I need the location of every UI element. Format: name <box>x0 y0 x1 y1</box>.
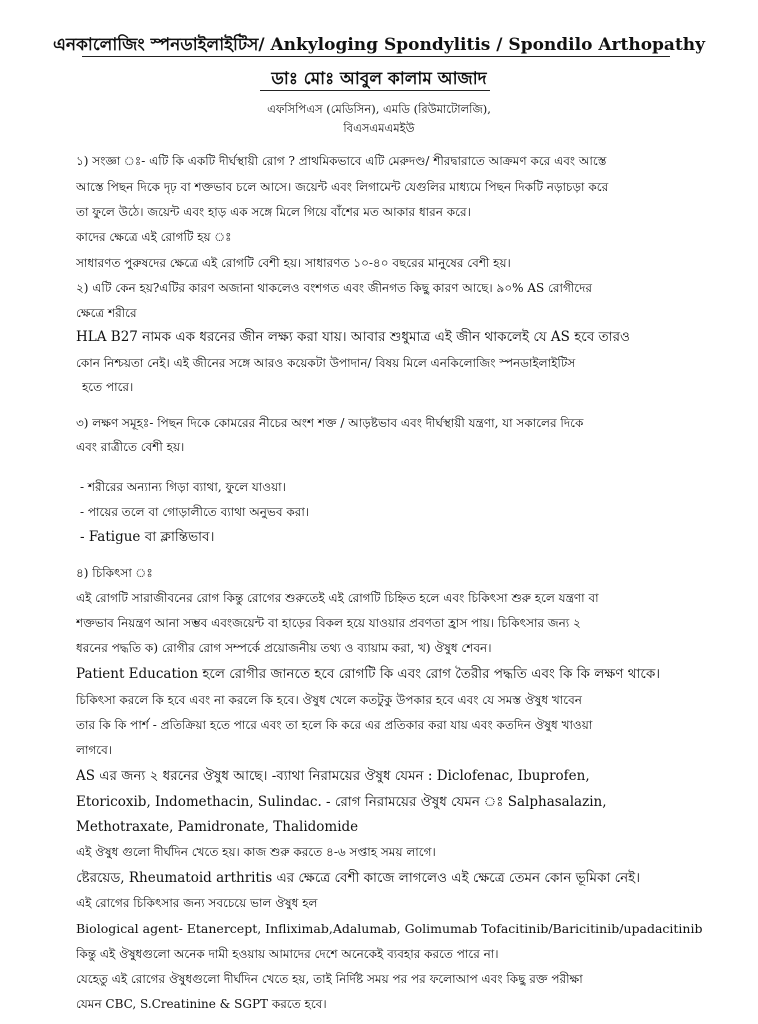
body-line: Etoricoxib, Indomethacin, Sulindac. - রোগ নিরাময়ের ঔষুধ যেমন ঃ Salphasalazin, <box>76 794 607 810</box>
body-line: যেমন CBC, S.Creatinine & SGPT করতে হবে। <box>76 997 327 1011</box>
body-line: ২) এটি কেন হয়?এটির কারণ অজানা থাকলেও বংশগত এবং জীনগত কিছু কারণ আছে। ৯০% AS রোগীদের <box>76 281 593 295</box>
author-name <box>0 66 758 94</box>
title-underline <box>82 56 670 57</box>
body-line: এই রোগের চিকিৎসার জন্য সবচেয়ে ভাল ঔষুধ হল <box>76 896 318 910</box>
author-degrees <box>0 100 758 138</box>
document-title <box>0 32 758 60</box>
bullet-item: - Fatigue বা ক্লান্তিভাব। <box>80 529 215 545</box>
author-underline <box>260 90 490 91</box>
body-line: কোন নিশ্চয়তা নেই। এই জীনের সঙ্গে আরও কয়েকটা উপাদান/ বিষয় মিলে এনকিলোজিং স্পনডাইলাইটিস <box>76 356 576 370</box>
body-line: HLA B27 নামক এক ধরনের জীন লক্ষ্য করা যায়। আবার শুধুমাত্র এই জীন থাকলেই যে AS হবে তারও <box>76 329 630 345</box>
body-line: Biological agent- Etanercept, Infliximab,Adalumab, Golimumab Tofacitinib/Baricitinib/upadacitinib <box>76 921 703 936</box>
body-line: ৩) লক্ষণ সমূহঃ- পিছন দিকে কোমরের নীচের অংশ শক্ত / আড়ষ্টভাব এবং দীর্ঘস্থায়ী যন্ত্রণা, যা সকালের দিকে <box>76 416 584 430</box>
body-line: এই ঔষুধ গুলো দীর্ঘদিন খেতে হয়। কাজ শুরু করতে ৪-৬ সপ্তাহ সময় লাগে। <box>76 845 436 859</box>
body-line: সাধারণত পুরুষদের ক্ষেত্রে এই রোগটি বেশী হয়। সাধারণত ১০-৪০ বছরের মানুষের বেশী হয়। <box>76 256 511 270</box>
title-text: এনকালোজিং স্পনডাইলাইটিস/ Ankyloging Spondylitis / Spondilo Arthopathy <box>52 35 706 55</box>
body-line: ষ্টেরয়েড, Rheumatoid arthritis এর ক্ষেত্রে বেশী কাজে লাগলেও এই ক্ষেত্রে তেমন কোন ভূমিকা নেই। <box>76 870 641 886</box>
body-line: ধরনের পদ্ধতি ক) রোগীর রোগ সম্পর্কে প্রয়োজনীয় তথ্য ও ব্যায়াম করা, খ) ঔষুধ শেবন। <box>76 641 492 655</box>
body-line: এই রোগটি সারাজীবনের রোগ কিন্তু রোগের শুরুতেই এই রোগটি চিহ্নিত হলে এবং চিকিৎসা শুরু হলে যন্ত্রণা বা <box>76 591 599 605</box>
body-line: হতে পারে। <box>82 380 134 394</box>
body-line: AS এর জন্য ২ ধরনের ঔষুধ আছে। -ব্যাথা নিরাময়ের ঔষুধ যেমন : Diclofenac, Ibuprofen, <box>76 768 590 784</box>
body-line: তার কি কি পার্শ - প্রতিক্রিয়া হতে পারে এবং তা হলে কি করে এর প্রতিকার করা যায় এবং কতদিন ঔষুধ খাওয়া <box>76 718 593 732</box>
body-line: Patient Education হলে রোগীর জানতে হবে রোগটি কি এবং রোগ তৈরীর পদ্ধতি এবং কি কি লক্ষণ থাকে। <box>76 666 661 682</box>
degrees-line-1: এফসিপিএস (মেডিসিন), এমডি (রিউমাটোলজি), <box>267 102 491 116</box>
body-line: আস্তে পিছন দিকে দৃঢ় বা শক্তভাব চলে আসে। জয়েন্ট এবং লিগামেন্ট যেগুলির মাধ্যমে পিছন দিকটি নড়াচড়া করে <box>76 180 609 194</box>
body-line: কাদের ক্ষেত্রে এই রোগটি হয় ঃ <box>76 230 232 244</box>
bullet-item: - পায়ের তলে বা গোড়ালীতে ব্যাথা অনুভব করা। <box>80 505 310 519</box>
body-line: ক্ষেত্রে শরীরে <box>76 306 137 320</box>
body-line: যেহেতু এই রোগের ঔষুধগুলো দীর্ঘদিন খেতে হয়, তাই নির্দিষ্ট সময় পর পর ফলোআপ এবং কিছু রক্ত পরীক্ষা <box>76 972 583 986</box>
body-line: চিকিৎসা করলে কি হবে এবং না করলে কি হবে। ঔষুধ খেলে কতটুকু উপকার হবে এবং যে সমস্ত ঔষুধ খাবেন <box>76 693 582 707</box>
body-line: শক্তভাব নিয়ন্ত্রণ আনা সম্ভব এবংজয়েন্ট বা হাড়ের বিকল হয়ে যাওয়ার প্রবণতা হ্রাস পায়। চিকিৎসার জন্য ২ <box>76 616 581 630</box>
degrees-line-2: বিএসএমএমইউ <box>343 121 415 135</box>
body-line: কিন্তু এই ঔষুধগুলো অনেক দামী হওয়ায় আমাদের দেশে অনেকেই ব্যবহার করতে পারে না। <box>76 947 499 961</box>
body-line: তা ফুলে উঠে। জয়েন্ট এবং হাড় এক সঙ্গে মিলে গিয়ে বাঁশের মত আকার ধারন করে। <box>76 205 471 219</box>
body-line: Methotraxate, Pamidronate, Thalidomide <box>76 819 359 835</box>
bullet-item: - শরীরের অন্যান্য গিড়া ব্যাথা, ফুলে যাওয়া। <box>80 480 286 494</box>
body-line: লাগবে। <box>76 743 113 757</box>
author-text: ডাঃ মোঃ আবুল কালাম আজাদ <box>271 69 487 89</box>
section-heading: ৪) চিকিৎসা ঃ <box>76 566 153 580</box>
body-line: এবং রাত্রীতে বেশী হয়। <box>76 440 185 454</box>
body-line: ১) সংজ্ঞা ঃ- এটি কি একটি দীর্ঘস্থায়ী রোগ ? প্রাথমিকভাবে এটি মেরুদণ্ড/ শীরদ্বারাতে আক্রমণ করে এবং আস্তে <box>76 154 607 168</box>
